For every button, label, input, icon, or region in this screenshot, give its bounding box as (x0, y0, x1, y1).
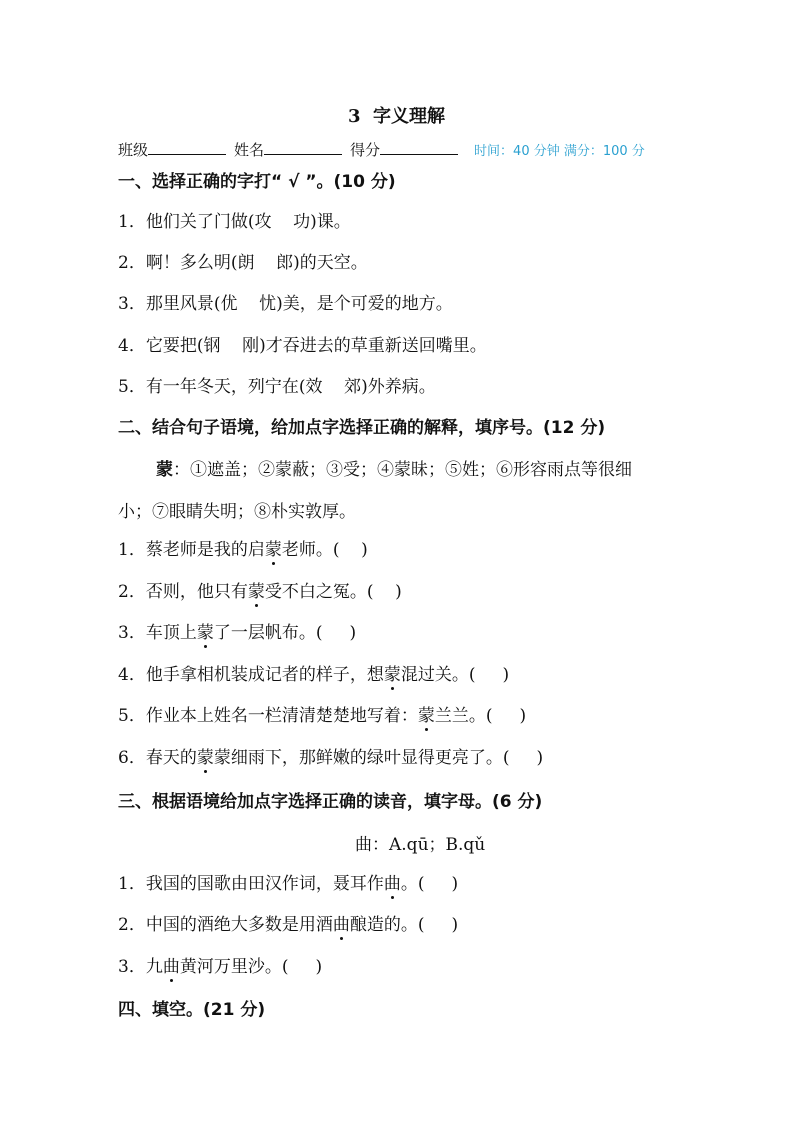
dotted-char: 曲 (383, 874, 401, 894)
sentence-text: 1．蔡老师是我的启 (118, 540, 265, 560)
definition-text: ：①遮盖；②蒙蔽；③受；④蒙昧；⑤姓；⑥形容雨点等很细 (173, 460, 632, 480)
dotted-char: 蒙 (417, 706, 435, 726)
name-blank[interactable] (264, 138, 342, 155)
sentence-text: 老师。( ) (281, 540, 368, 560)
question-item (118, 622, 356, 644)
page-title: 3 字义理解 (347, 106, 446, 127)
question-item: 2．啊！多么明(朗 郎)的天空。 (118, 253, 368, 273)
definition-line (156, 459, 632, 481)
name-label: 姓名 (234, 141, 265, 159)
dotted-char: 蒙 (264, 540, 282, 560)
sentence-text: 酿造的。( ) (349, 915, 459, 935)
section-2-heading: 二、结合句子语境，给加点字选择正确的解释，填序号。(12 分) (118, 418, 606, 438)
sentence-text: 受不白之冤。( ) (264, 582, 402, 602)
section-3-heading: 三、根据语境给加点字选择正确的读音，填字母。(6 分) (118, 792, 543, 812)
question-item (118, 539, 368, 561)
student-info-row (118, 138, 645, 163)
pronunciation-options: 曲：A.qū；B.qǔ (355, 835, 486, 855)
sentence-text: 兰兰。( ) (434, 706, 527, 726)
question-item: 3．那里风景(优 忧)美，是个可爱的地方。 (118, 294, 453, 314)
section-4-heading: 四、填空。(21 分) (118, 1000, 266, 1020)
definition-line-2: 小；⑦眼睛失明；⑧朴实敦厚。 (118, 502, 356, 522)
score-label: 得分 (350, 141, 381, 159)
sentence-text: 1．我国的国歌由田汉作词，聂耳作 (118, 874, 384, 894)
sentence-text: 混过关。( ) (400, 665, 510, 685)
sentence-text: 。( ) (400, 874, 459, 894)
score-blank[interactable] (380, 138, 458, 155)
question-item: 4．它要把(钢 刚)才吞进去的草重新送回嘴里。 (118, 336, 487, 356)
class-blank[interactable] (148, 138, 226, 155)
section-1-heading: 一、选择正确的字打“ √ ”。(10 分) (118, 172, 396, 192)
dotted-char: 蒙 (247, 582, 265, 602)
definition-char: 蒙 (156, 460, 173, 480)
sentence-text: 2．中国的酒绝大多数是用酒 (118, 915, 333, 935)
question-item (118, 664, 509, 686)
question-item (118, 747, 543, 769)
sentence-text: 了一层帆布。( ) (213, 623, 357, 643)
sentence-text: 4．他手拿相机装成记者的样子，想 (118, 665, 384, 685)
dotted-char: 曲 (162, 957, 180, 977)
sentence-text: 蒙细雨下，那鲜嫩的绿叶显得更亮了。( ) (213, 748, 544, 768)
dotted-char: 曲 (332, 915, 350, 935)
dotted-char: 蒙 (383, 665, 401, 685)
question-item (118, 956, 322, 978)
question-item: 1．他们关了门做(攻 功)课。 (118, 212, 351, 232)
sentence-text: 5．作业本上姓名一栏清清楚楚地写着： (118, 706, 418, 726)
sentence-text: 6．春天的 (118, 748, 197, 768)
question-item (118, 705, 526, 727)
sentence-text: 2．否则，他只有 (118, 582, 248, 602)
time-score-meta: 时间：40 分钟 满分：100 分 (474, 144, 645, 159)
dotted-char: 蒙 (196, 748, 214, 768)
question-item: 5．有一年冬天，列宁在(效 郊)外养病。 (118, 377, 436, 397)
sentence-text: 3．九 (118, 957, 163, 977)
class-label: 班级 (118, 141, 149, 159)
question-item (118, 581, 402, 603)
sentence-text: 黄河万里沙。( ) (179, 957, 323, 977)
dotted-char: 蒙 (196, 623, 214, 643)
question-item (118, 914, 458, 936)
question-item (118, 873, 458, 895)
sentence-text: 3．车顶上 (118, 623, 197, 643)
